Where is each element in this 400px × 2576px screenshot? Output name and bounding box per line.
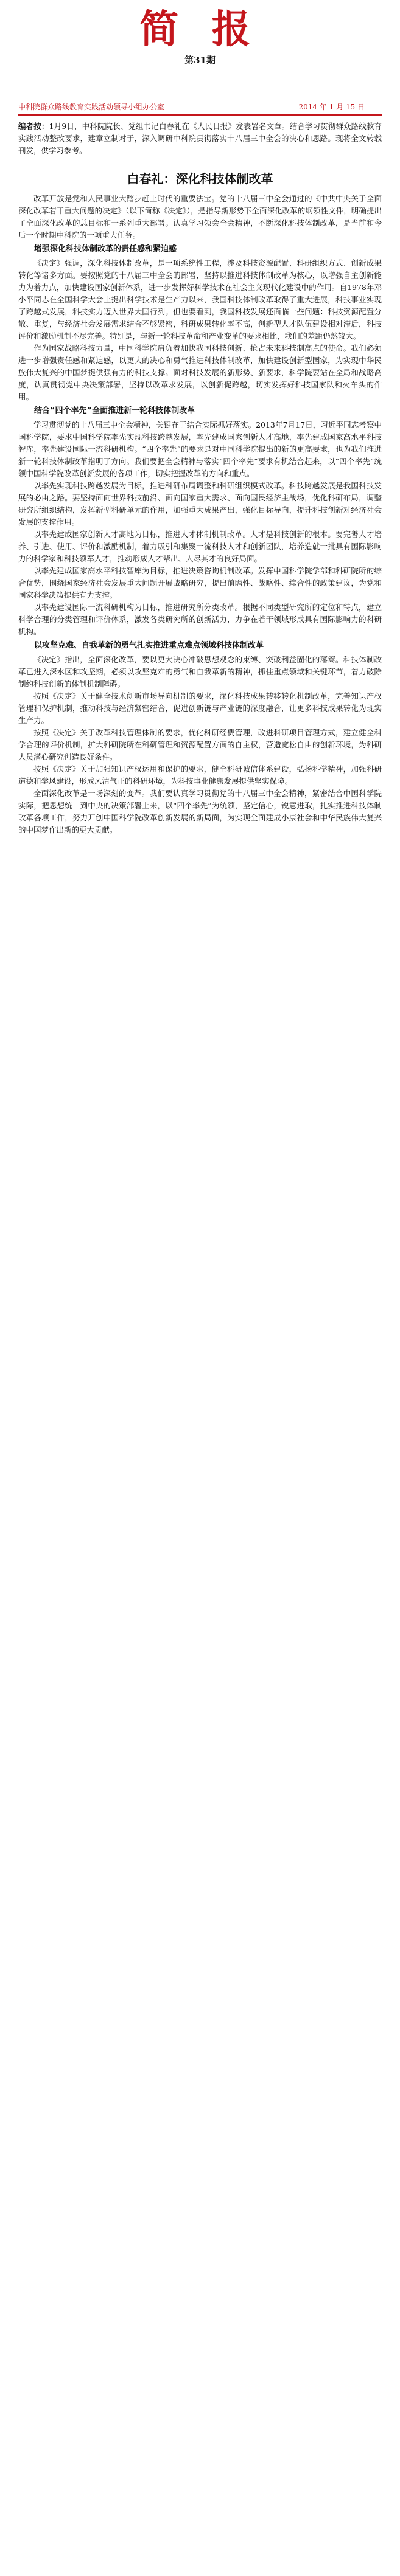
section-heading: 结合“四个率先”全面推进新一轮科技体制改革: [34, 406, 195, 415]
body-paragraph: 按照《决定》关于健全技术创新市场导向机制的要求，深化科技成果转移转化机制改革，完善知识产权管理和保护机制，推动科技与经济紧密结合，促进创新链与产业链的深度融合，让更多科技成果转化为现实生产力。: [18, 691, 382, 725]
section-heading: 以攻坚克难、自我革新的勇气扎实推进重点难点领域科技体制改革: [34, 641, 264, 650]
body-paragraph: 按照《决定》关于改革科技管理体制的要求，优化科研经费管理，改进科研项目管理方式，建立健全科学合理的评价机制，扩大科研院所在科研管理和资源配置方面的自主权，营造宽松自由的创新环境，为科研人员潜心研究创造良好条件。: [18, 728, 382, 761]
body-paragraph: 以率先建设国际一流科研机构为目标，推进研究所分类改革。根据不同类型研究所的定位和特点，建立科学合理的分类管理和评价体系，激发各类研究所的创新活力，力争在若干领域形成具有国际影响力的科研机构。: [18, 603, 382, 636]
editor-note-text: 1月9日，中科院院长、党组书记白春礼在《人民日报》发表署名文章。结合学习贯彻群众路线教育实践活动整改要求，建章立制对于，深入调研中科院贯彻落实十八届三中全会的决心和思路。现将全文转载刊发，供学习参考。: [18, 122, 382, 155]
body-paragraph: 以率先建成国家创新人才高地为目标，推进人才体制机制改革。人才是科技创新的根本。要完善人才培养、引进、使用、评价和激励机制，着力吸引和集聚一流科技人才和创新团队，培养造就一批具有国际影响力的科学家和科技领军人才，推动形成人才辈出、人尽其才的良好局面。: [18, 530, 382, 563]
masthead-title: 简 报: [139, 7, 261, 52]
office-name: 中科院群众路线教育实践活动领导小组办公室: [18, 103, 165, 111]
issue-date: 2014 年 1 月 15 日: [298, 103, 365, 111]
article-title: 白春礼：深化科技体制改革: [127, 171, 273, 186]
issue-number: 第31期: [184, 55, 216, 66]
body-paragraph: 作为国家战略科技力量，中国科学院肩负着加快我国科技创新、抢占未来科技制高点的使命。我们必须进一步增强责任感和紧迫感，以更大的决心和勇气推进科技体制改革，加快建设创新型国家，为实现中华民族伟大复兴的中国梦提供强有力的科技支撑。面对科技发展的新形势、新要求，科学院要站在全局和战略高度，认真贯彻党中央决策部署，坚持以改革求发展，以创新促跨越，切实发挥好科技国家队和火车头的作用。: [18, 344, 382, 401]
body-paragraph: 改革开放是党和人民事业大踏步赶上时代的重要法宝。党的十八届三中全会通过的《中共中央关于全面深化改革若干重大问题的决定》（以下简称《决定》），是指导新形势下全面深化改革的纲领性文件，明确提出了全面深化改革的总目标和一系列重大部署。认真学习领会全会精神，不断深化科技体制改革，是当前和今后一个时期中科院的一项重大任务。: [18, 194, 382, 240]
red-divider: [18, 114, 382, 116]
body-paragraph: 《决定》强调，深化科技体制改革，是一项系统性工程，涉及科技资源配置、科研组织方式、创新成果转化等诸多方面。要按照党的十八届三中全会的部署，坚持以推进科技体制改革为核心，以增强自主创新能力为着力点，加快建设国家创新体系，进一步发挥好科学技术在社会主义现代化建设中的作用。自1978年邓小平同志在全国科学大会上提出科学技术是生产力以来，我国科技体制改革取得了重大进展，科技事业实现了跨越式发展，科技实力迈入世界大国行列。但也要看到，我国科技发展还面临一些问题：科技资源配置分散、重复，与经济社会发展需求结合不够紧密，科研成果转化率不高，创新型人才队伍建设相对滞后，科技评价和激励机制不尽完善。特别是，与新一轮科技革命和产业变革的要求相比，我们的差距仍然较大。: [18, 258, 382, 341]
editor-note-label: 编者按：: [18, 122, 49, 131]
article-body: [18, 193, 382, 836]
body-paragraph: 全面深化改革是一场深刻的变革。我们要认真学习贯彻党的十八届三中全会精神，紧密结合中国科学院实际，把思想统一到中央的决策部署上来，以“四个率先”为统领，坚定信心，锐意进取，扎实推进科技体制改革各项工作，努力开创中国科学院改革创新发展的新局面，为实现全面建成小康社会和中华民族伟大复兴的中国梦作出新的更大贡献。: [18, 789, 382, 834]
meta-row: [18, 102, 365, 112]
body-paragraph: 按照《决定》关于加强知识产权运用和保护的要求，健全科研诚信体系建设，弘扬科学精神，加强科研道德和学风建设，形成风清气正的科研环境，为科技事业健康发展提供坚实保障。: [18, 764, 382, 786]
editor-note: [18, 120, 382, 157]
body-paragraph: 学习贯彻党的十八届三中全会精神，关键在于结合实际抓好落实。2013年7月17日，习近平同志考察中国科学院，要求中国科学院率先实现科技跨越发展，率先建成国家创新人才高地，率先建成国家高水平科技智库，率先建设国际一流科研机构。“四个率先”的要求是对中国科学院提出的新的更高要求，也为我们推进新一轮科技体制改革指明了方向。我们要把全会精神与落实“四个率先”要求有机结合起来，以“四个率先”统领中国科学院改革创新发展的各项工作，切实把握改革的方向和重点。: [18, 420, 382, 478]
body-paragraph: 以率先实现科技跨越发展为目标，推进科研布局调整和科研组织模式改革。科技跨越发展是我国科技发展的必由之路。要坚持面向世界科技前沿、面向国家重大需求、面向国民经济主战场，优化科研布局，调整研究所组织结构，发挥新型科研单元的作用，加强重大成果产出，强化目标导向，提升科技创新对经济社会发展的支撑作用。: [18, 481, 382, 527]
section-heading: 增强深化科技体制改革的责任感和紧迫感: [34, 244, 177, 254]
masthead: [0, 0, 400, 52]
body-paragraph: 以率先建成国家高水平科技智库为目标，推进决策咨询机制改革。发挥中国科学院学部和科研院所的综合优势，围绕国家经济社会发展重大问题开展战略研究，提出前瞻性、战略性、综合性的政策建议，为党和国家科学决策提供有力支撑。: [18, 566, 382, 600]
body-paragraph: 《决定》指出，全面深化改革，要以更大决心冲破思想观念的束缚、突破利益固化的藩篱。科技体制改革已进入深水区和攻坚期，必须以攻坚克难的勇气和自我革新的精神，抓住重点领域和关键环节，着力破除制约科技创新的体制机制障碍。: [18, 655, 382, 688]
